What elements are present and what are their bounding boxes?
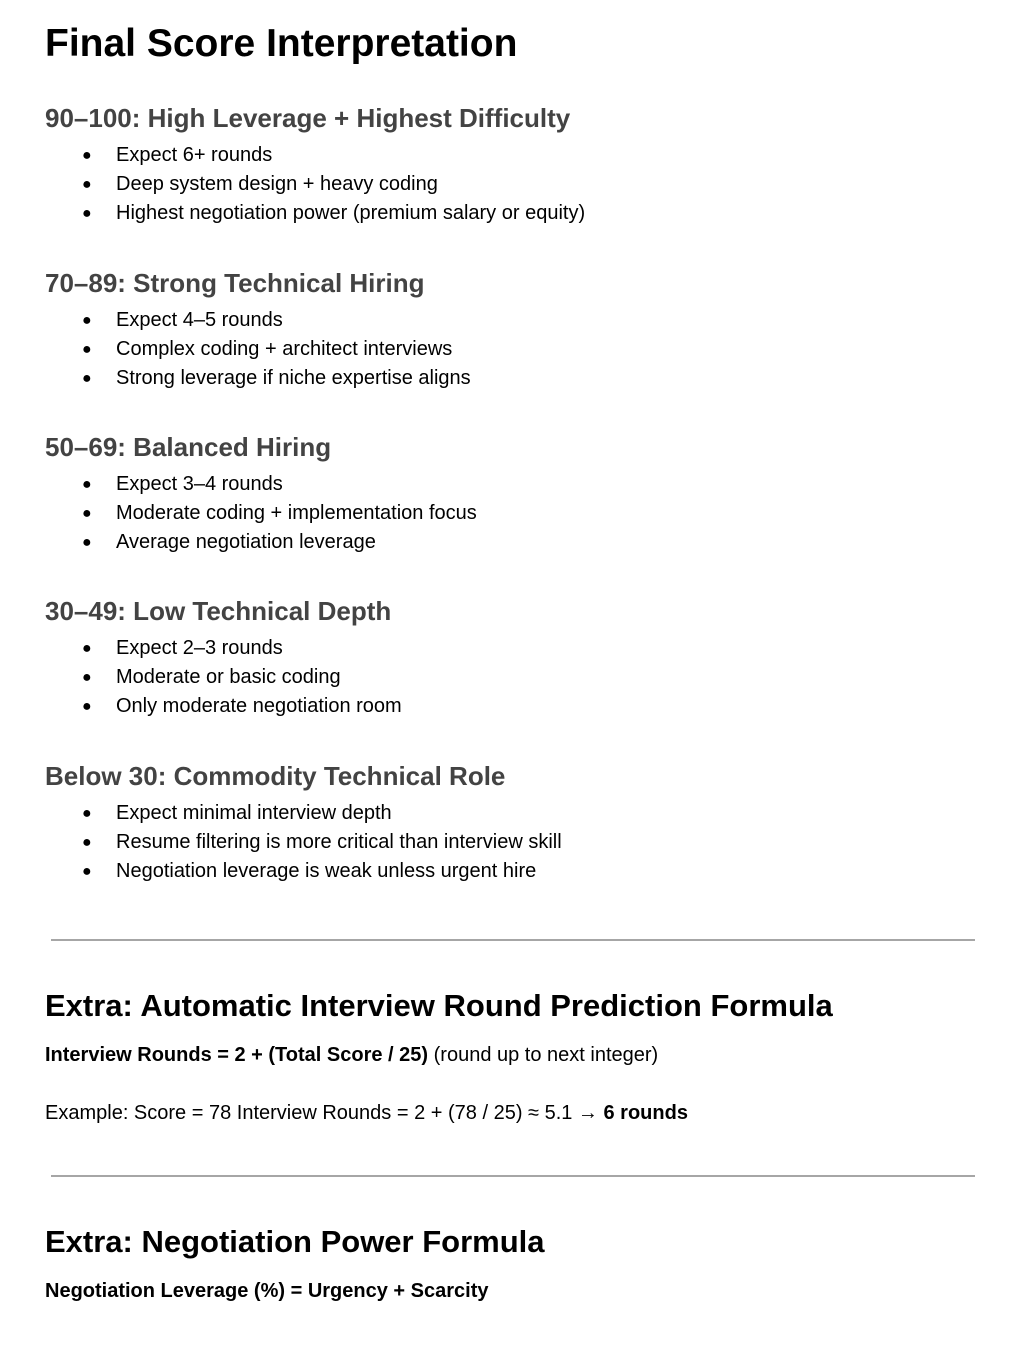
list-item-text: Average negotiation leverage	[116, 531, 376, 553]
bullet-icon: ●	[82, 863, 92, 880]
page-title: Final Score Interpretation	[45, 22, 518, 65]
list-item-text: Expect 2–3 rounds	[116, 637, 283, 659]
section-heading: Below 30: Commodity Technical Role	[45, 761, 506, 791]
bullet-icon: ●	[82, 476, 92, 493]
list-item-text: Negotiation leverage is weak unless urgent hire	[116, 860, 537, 882]
bullet-list	[45, 470, 477, 557]
bullet-icon: ●	[82, 505, 92, 522]
bullet-icon: ●	[82, 805, 92, 822]
score-section-below-30	[45, 761, 562, 886]
bullet-list	[45, 634, 402, 721]
list-item	[45, 470, 477, 499]
negotiation-formula-heading: Extra: Negotiation Power Formula	[45, 1224, 545, 1259]
list-item-text: Complex coding + architect interviews	[116, 338, 453, 360]
list-item	[45, 199, 585, 228]
rounds-example-text: Example: Score = 78 Interview Rounds = 2 + (78 / 25) ≈ 5.1 →	[45, 1102, 604, 1124]
horizontal-divider	[51, 1175, 975, 1177]
horizontal-divider	[51, 939, 975, 941]
list-item-text: Expect 3–4 rounds	[116, 473, 283, 495]
list-item	[45, 857, 562, 886]
score-section-50-69	[45, 432, 477, 557]
bullet-icon: ●	[82, 205, 92, 222]
negotiation-formula	[45, 1278, 489, 1304]
bullet-icon: ●	[82, 669, 92, 686]
list-item	[45, 141, 585, 170]
rounds-example	[45, 1100, 688, 1126]
list-item	[45, 499, 477, 528]
list-item-text: Moderate coding + implementation focus	[116, 502, 477, 524]
list-item	[45, 828, 562, 857]
list-item	[45, 799, 562, 828]
score-section-30-49	[45, 596, 402, 721]
list-item	[45, 692, 402, 721]
list-item-text: Expect 6+ rounds	[116, 144, 273, 166]
list-item-text: Expect 4–5 rounds	[116, 309, 283, 331]
bullet-icon: ●	[82, 698, 92, 715]
section-heading: 30–49: Low Technical Depth	[45, 596, 392, 626]
list-item	[45, 306, 471, 335]
list-item	[45, 364, 471, 393]
bullet-icon: ●	[82, 370, 92, 387]
list-item-text: Only moderate negotiation room	[116, 695, 402, 717]
bullet-icon: ●	[82, 312, 92, 329]
list-item	[45, 528, 477, 557]
bullet-icon: ●	[82, 147, 92, 164]
score-section-90-100	[45, 103, 585, 228]
section-heading: 90–100: High Leverage + Highest Difficulty	[45, 103, 571, 133]
list-item	[45, 663, 402, 692]
bullet-list	[45, 306, 471, 393]
list-item-text: Resume filtering is more critical than interview skill	[116, 831, 562, 853]
bullet-icon: ●	[82, 341, 92, 358]
bullet-icon: ●	[82, 834, 92, 851]
rounds-example-result: 6 rounds	[603, 1102, 688, 1124]
section-heading: 50–69: Balanced Hiring	[45, 432, 332, 462]
list-item-text: Expect minimal interview depth	[116, 802, 392, 824]
list-item	[45, 335, 471, 364]
list-item-text: Moderate or basic coding	[116, 666, 341, 688]
list-item	[45, 634, 402, 663]
list-item	[45, 170, 585, 199]
bullet-icon: ●	[82, 640, 92, 657]
bullet-icon: ●	[82, 176, 92, 193]
score-section-70-89	[45, 268, 471, 393]
rounds-formula-note: (round up to next integer)	[428, 1044, 659, 1066]
list-item-text: Highest negotiation power (premium salary or equity)	[116, 202, 586, 224]
bullet-list	[45, 799, 562, 886]
rounds-formula-heading: Extra: Automatic Interview Round Prediction Formula	[45, 988, 833, 1023]
list-item-text: Strong leverage if niche expertise aligns	[116, 367, 471, 389]
negotiation-formula-expression: Negotiation Leverage (%) = Urgency + Scarcity	[45, 1280, 489, 1302]
bullet-list	[45, 141, 585, 228]
list-item-text: Deep system design + heavy coding	[116, 173, 438, 195]
rounds-formula-expression: Interview Rounds = 2 + (Total Score / 25)	[45, 1044, 429, 1066]
bullet-icon: ●	[82, 534, 92, 551]
section-heading: 70–89: Strong Technical Hiring	[45, 268, 425, 298]
rounds-formula	[45, 1042, 658, 1068]
